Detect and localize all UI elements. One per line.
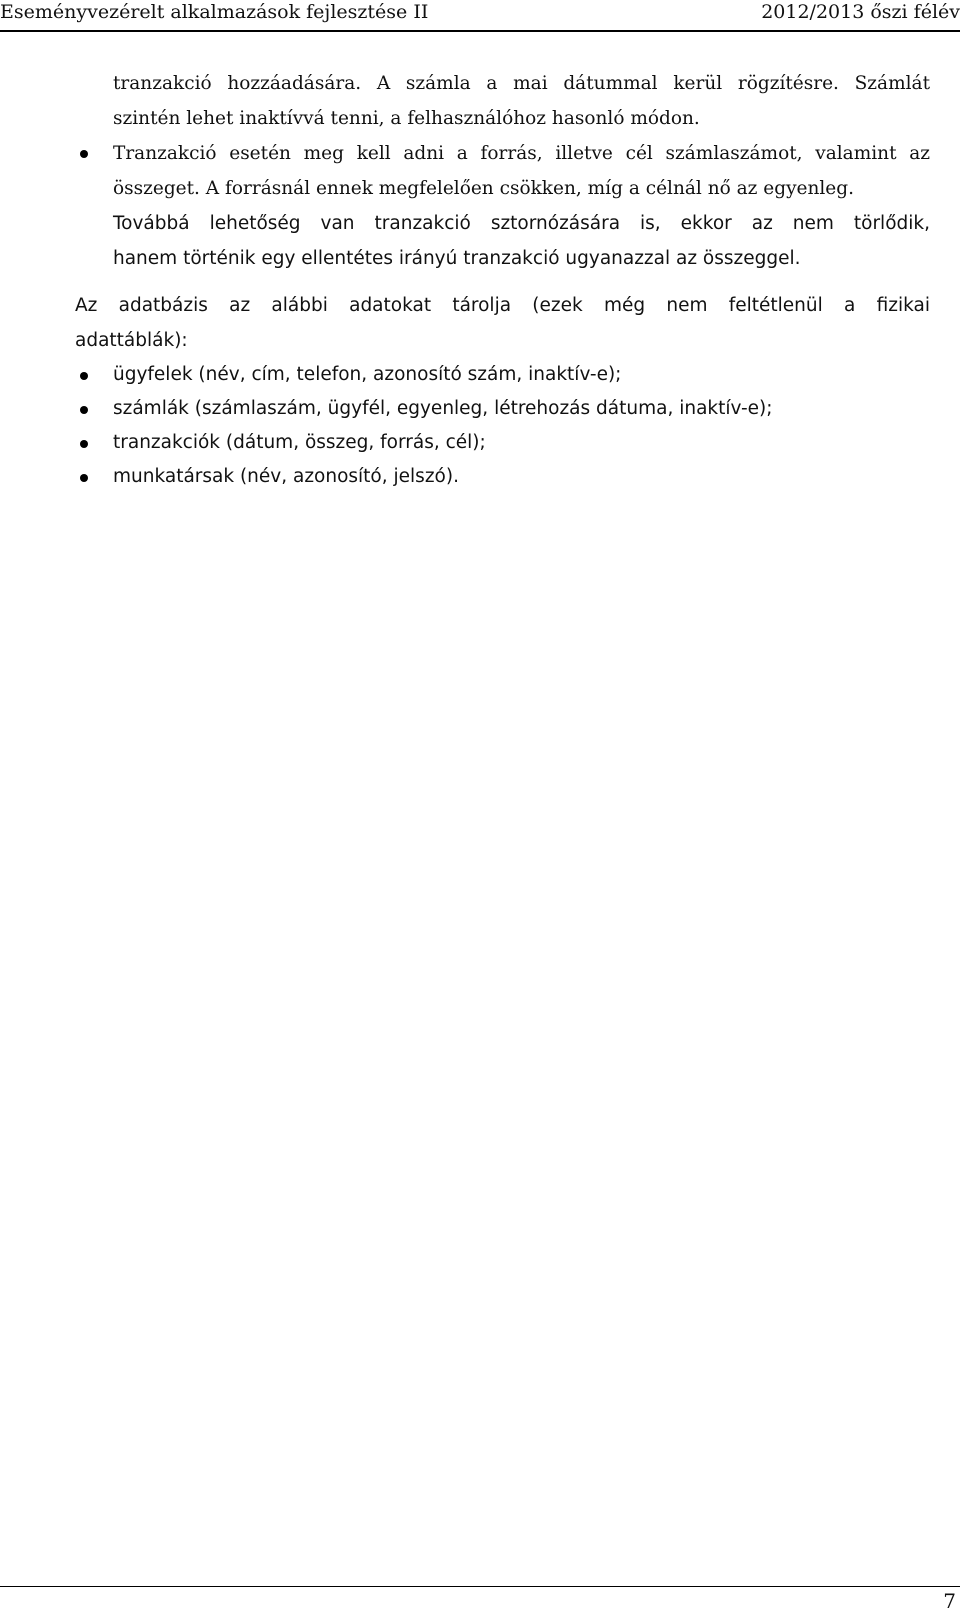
database-item-employees: munkatársak (név, azonosító, jelszó). bbox=[113, 466, 459, 487]
document-title: Eseményvezérelt alkalmazások fejlesztése II bbox=[0, 1, 429, 23]
transaction-line-3: Továbbá lehetőség van tranzakció sztornózására is, ekkor az nem törlődik, bbox=[113, 213, 930, 234]
header-divider bbox=[0, 30, 960, 32]
bullet-icon bbox=[80, 440, 88, 448]
database-item-transactions: tranzakciók (dátum, összeg, forrás, cél); bbox=[113, 432, 486, 453]
bullet-icon bbox=[80, 406, 88, 414]
transaction-line-4: hanem történik egy ellentétes irányú tranzakció ugyanazzal az összeggel. bbox=[113, 248, 801, 269]
database-item-accounts: számlák (számlaszám, ügyfél, egyenleg, létrehozás dátuma, inaktív-e); bbox=[113, 398, 773, 419]
page-header bbox=[0, 0, 960, 28]
transaction-line-2: összeget. A forrásnál ennek megfelelően csökken, míg a célnál nő az egyenleg. bbox=[113, 178, 854, 199]
database-paragraph-line-1: Az adatbázis az alábbi adatokat tárolja (ezek még nem feltétlenül a fizikai bbox=[75, 295, 930, 316]
intro-line-2: szintén lehet inaktívvá tenni, a felhasználóhoz hasonló módon. bbox=[113, 108, 700, 129]
bullet-icon bbox=[80, 150, 88, 158]
bullet-icon bbox=[80, 474, 88, 482]
semester-label: 2012/2013 őszi félév bbox=[761, 1, 960, 23]
transaction-line-1: Tranzakció esetén meg kell adni a forrás, illetve cél számlaszámot, valamint az bbox=[113, 143, 930, 164]
bullet-icon bbox=[80, 372, 88, 380]
database-paragraph-line-2: adattáblák): bbox=[75, 330, 188, 351]
database-item-customers: ügyfelek (név, cím, telefon, azonosító szám, inaktív-e); bbox=[113, 364, 622, 385]
intro-line-1: tranzakció hozzáadására. A számla a mai dátummal kerül rögzítésre. Számlát bbox=[113, 73, 930, 94]
footer-divider bbox=[0, 1586, 960, 1587]
page-number: 7 bbox=[943, 1589, 956, 1613]
